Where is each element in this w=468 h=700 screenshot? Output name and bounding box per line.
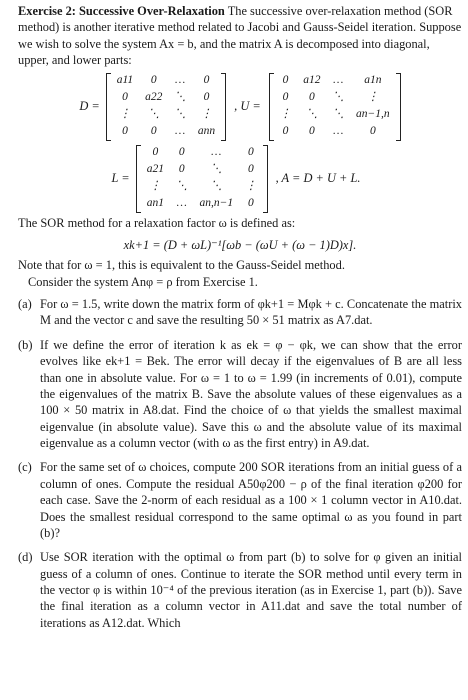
matrix-row	[111, 124, 221, 141]
matrix-row	[141, 162, 263, 179]
matrix-row	[141, 196, 263, 213]
a-equation: , A = D + U + L.	[275, 171, 361, 186]
matrix-entry: 0	[178, 163, 185, 176]
consider-system: Consider the system Anφ = ρ from Exercise 1.	[28, 274, 258, 289]
matrix-entry: a12	[303, 74, 321, 87]
matrix-entry: ⋱	[210, 163, 222, 176]
matrix-row	[141, 145, 263, 162]
matrix-row	[111, 90, 221, 107]
matrix-entry: ⋱	[175, 180, 188, 193]
matrix-entry: a1n	[364, 74, 382, 87]
matrix-entry: 0	[122, 125, 128, 138]
matrix-entry: a22	[145, 91, 163, 104]
matrix-entry: 0	[309, 91, 315, 104]
matrix-row-du	[18, 73, 462, 141]
matrix-entry: 0	[282, 125, 289, 138]
matrix-entry: 0	[152, 146, 159, 159]
matrix-entry: 0	[247, 197, 254, 210]
matrix-entry: ⋮	[200, 108, 213, 121]
matrix-entry: an1	[146, 197, 164, 210]
item-b	[18, 337, 462, 452]
matrix-entry: …	[176, 197, 187, 210]
matrix-d	[106, 73, 226, 141]
matrix-entry: ⋱	[306, 108, 318, 121]
matrix-row	[111, 107, 221, 124]
matrix-row	[274, 107, 396, 124]
matrix-row	[274, 124, 396, 141]
item-d	[18, 549, 462, 631]
matrix-row	[141, 179, 263, 196]
exercise-items	[18, 296, 462, 631]
intro-paragraph	[18, 3, 462, 69]
item-text: For the same set of ω choices, compute 200 SOR iterations from an initial guess of a column of ones. Compute the residual A50φ200 − ρ of the final iteration φ200 for each case. Save the 2-norm of each residual as a 100 × 1 column vector in A10.dat. Does the smallest residual correspond to the same optimal ω as you found in part (b)?	[40, 460, 462, 540]
matrix-entry: …	[333, 74, 344, 87]
matrix-entry: ⋱	[174, 108, 186, 121]
matrix-entry: 0	[369, 125, 376, 138]
sor-definition: The SOR method for a relaxation factor ω is defined as:	[18, 215, 296, 230]
matrix-entry: 0	[203, 91, 210, 104]
matrix-entry: …	[211, 146, 222, 159]
matrix-entry: 0	[309, 125, 315, 138]
matrix-entry: ⋮	[119, 108, 131, 121]
matrix-row	[274, 73, 396, 90]
gauss-seidel-note: Note that for ω = 1, this is equivalent to the Gauss-Seidel method.	[18, 258, 345, 273]
matrix-entry: 0	[122, 91, 128, 104]
item-label: (b)	[18, 337, 33, 352]
matrix-entry: ⋱	[332, 91, 345, 104]
item-label: (d)	[18, 550, 33, 565]
matrix-entry: 0	[282, 91, 289, 104]
item-text: If we define the error of iteration k as ek = φ − φk, we can show that the error evolves like ek+1 = Bek. The error will decay if the eigenvalues of B are all less than one in absolute value. For ω = 1 to ω = 1.99 (in increments of 0.01), compute the eigenvalues of the matrix B. Save the absolute values of these eigenvalues as a 100 × 50 matrix in A8.dat. Find the choice of ω that yields the smallest maximal eigenvalue (in absolute value). Save this ω and the absolute value of its maximal eigenvalue as a column vector (with ω as the first entry) in A9.dat.	[40, 337, 462, 450]
matrix-entry: ⋮	[367, 91, 379, 104]
matrix-l	[136, 145, 268, 213]
matrix-entry: 0	[247, 163, 254, 176]
matrix-entry: ⋱	[332, 108, 345, 121]
matrix-entry: 0	[282, 74, 289, 87]
matrix-entry: 0	[247, 146, 254, 159]
item-text: Use SOR iteration with the optimal ω from part (b) to solve for φ given an initial guess of a column of ones. Continue to iterate the SOR method until every term in the vector φ is within 10⁻⁴ of the previous iteration (as in Exercise 1, part (b)). Save the final iteration as a column vector in A11.dat and save the total number of iterations as A12.dat. Which	[40, 550, 462, 630]
exercise-title: Exercise 2: Successive Over-Relaxation	[18, 4, 225, 18]
matrix-entry: a11	[116, 74, 134, 87]
matrix-entry: an,n−1	[199, 197, 234, 210]
matrix-entry: 0	[150, 74, 157, 87]
matrix-entry: …	[175, 74, 186, 87]
l-label: L =	[111, 171, 130, 186]
matrix-entry: a21	[146, 163, 164, 176]
intro-text: The successive over-relaxation method (SOR method) is another iterative method related to Jacobi and Gauss-Seidel iteration. Suppose we wish to solve the system Ax = b, and the matrix A is decomposed into diagonal, upper, and lower parts:	[18, 4, 462, 68]
item-a	[18, 296, 462, 329]
matrix-entry: …	[175, 125, 186, 138]
d-label: D =	[79, 99, 100, 114]
sor-formula: xk+1 = (D + ωL)⁻¹[ωb − (ωU + (ω − 1)D)x].	[123, 237, 357, 252]
item-label: (a)	[18, 297, 32, 311]
matrix-entry: 0	[178, 146, 185, 159]
item-label: (c)	[18, 460, 32, 475]
matrix-entry: …	[333, 125, 344, 138]
item-c	[18, 459, 462, 541]
u-label: , U =	[234, 99, 261, 114]
matrix-row	[111, 73, 221, 90]
matrix-entry: ⋮	[279, 108, 292, 121]
item-text: For ω = 1.5, write down the matrix form of φk+1 = Mφk + c. Concatenate the matrix M and the vector c and save the resulting 50 × 51 matrix as A7.dat.	[40, 297, 462, 328]
matrix-entry: 0	[203, 74, 210, 87]
matrix-entry: 0	[150, 125, 157, 138]
matrix-entry: an−1,n	[356, 108, 390, 121]
matrix-entry: ann	[197, 125, 216, 138]
matrix-entry: ⋱	[174, 91, 186, 104]
matrix-u	[269, 73, 401, 141]
matrix-row-l	[18, 145, 462, 213]
matrix-entry: ⋮	[149, 180, 162, 193]
matrix-entry: ⋱	[210, 180, 222, 193]
matrix-entry: ⋮	[245, 180, 257, 193]
matrix-entry: ⋱	[148, 108, 160, 121]
matrix-row	[274, 90, 396, 107]
